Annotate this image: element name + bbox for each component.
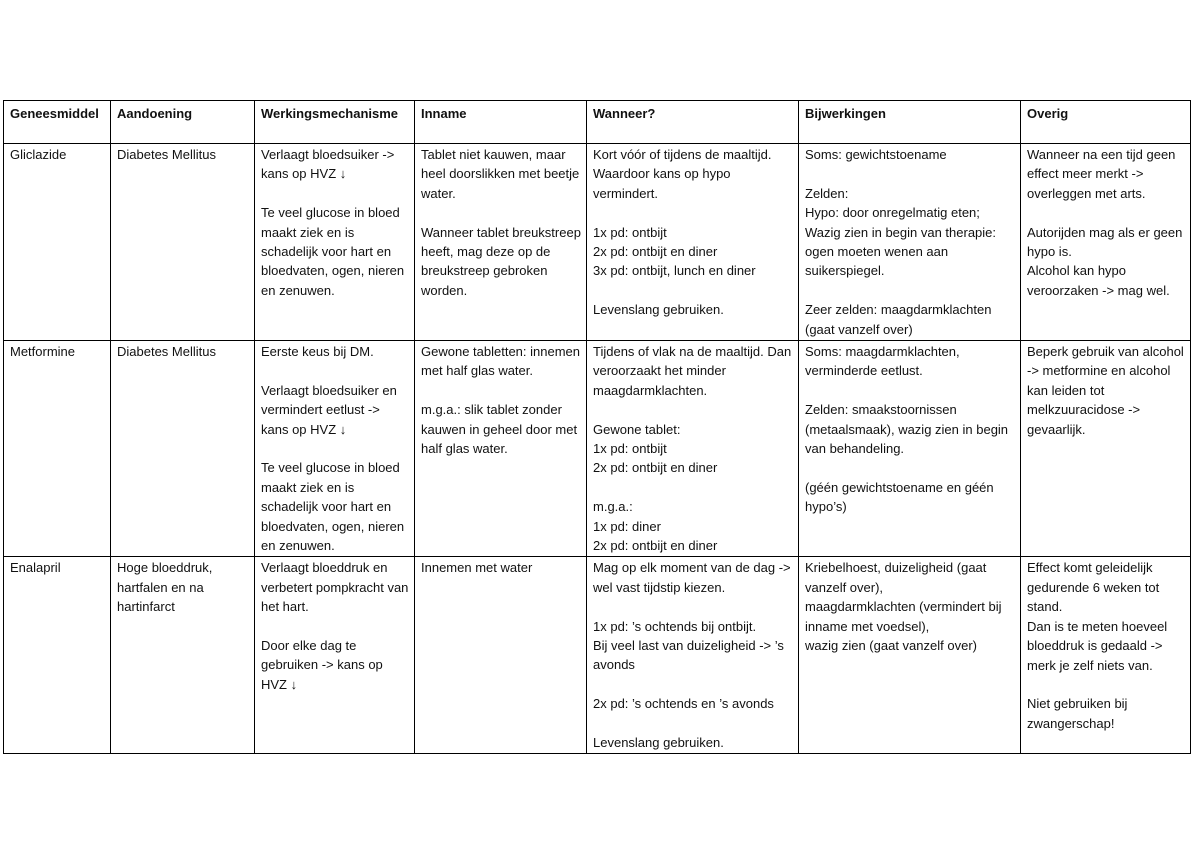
cell-text-line [421, 381, 582, 400]
cell-text-line [593, 203, 794, 222]
cell-text-line [593, 714, 794, 733]
cell-text-line [805, 164, 1016, 183]
cell-text-line: Innemen met water [421, 560, 533, 576]
drug-name-cell [4, 144, 111, 341]
cell-text-line [421, 203, 582, 222]
cell-text-line: m.g.a.: slik tablet zonder kauwen in geheel door met half glas water. [421, 402, 578, 457]
cell-text-line [593, 281, 794, 300]
cell-text-line: (géén gewichtstoename en géén hypo’s) [805, 479, 994, 515]
cell-text-line: Levenslang gebruiken. [593, 735, 724, 751]
cell-text-line: 2x pd: ontbijt en diner [593, 460, 718, 476]
cell-text-line: Metformine [10, 344, 76, 360]
medication-table [3, 100, 1191, 754]
cell-text-line [261, 439, 410, 458]
mechanism-cell [255, 557, 415, 754]
cell-text-line [805, 381, 1016, 400]
cell-text-line: Levenslang gebruiken. [593, 302, 724, 318]
table-row [4, 341, 1191, 557]
cell-text-line: wazig zien (gaat vanzelf over) [805, 638, 977, 654]
cell-text-line: Verlaagt bloedsuiker en vermindert eetlust -> kans op HVZ ↓ [261, 382, 397, 437]
cell-text-line: 1x pd: ’s ochtends bij ontbijt. [593, 618, 757, 634]
cell-text-line: Wazig zien in begin van therapie: ogen moeten wenen aan suikerspiegel. [805, 224, 997, 279]
cell-text-line [593, 675, 794, 694]
cell-text-line: Hypo: door onregelmatig eten; [805, 205, 980, 221]
cell-text-line: Diabetes Mellitus [117, 344, 216, 360]
cell-text-line: Verlaagt bloedsuiker -> kans op HVZ ↓ [261, 147, 395, 182]
column-header: Aandoening [111, 101, 255, 144]
table-row [4, 557, 1191, 754]
condition-cell [111, 341, 255, 557]
cell-text-line [261, 617, 410, 636]
mechanism-cell [255, 144, 415, 341]
intake-cell [415, 341, 587, 557]
cell-text-line: Dan is te meten hoeveel bloeddruk is gedaald -> merk je zelf niets van. [1027, 618, 1168, 673]
cell-text-line [593, 597, 794, 616]
cell-text-line: Bij veel last van duizeligheid -> ’s avonds [593, 638, 784, 673]
cell-text-line: Mag op elk moment van de dag -> wel vast tijdstip kiezen. [593, 560, 791, 595]
column-header: Werkingsmechanisme [255, 101, 415, 144]
cell-text-line: 3x pd: ontbijt, lunch en diner [593, 263, 756, 279]
cell-text-line [593, 478, 794, 497]
cell-text-line [1027, 675, 1186, 694]
cell-text-line: Verlaagt bloeddruk en verbetert pompkracht van het hart. [261, 560, 409, 615]
cell-text-line: maagdarmklachten (vermindert bij inname met voedsel), [805, 599, 1002, 634]
timing-cell [587, 144, 799, 341]
intake-cell [415, 557, 587, 754]
cell-text-line: Autorijden mag als er geen hypo is. [1027, 224, 1183, 260]
cell-text-line: Niet gebruiken bij zwangerschap! [1027, 696, 1128, 731]
cell-text-line: Tijdens of vlak na de maaltijd. Dan veroorzaakt het minder maagdarmklachten. [593, 344, 792, 398]
cell-text-line [593, 400, 794, 419]
side-effects-cell [799, 144, 1021, 341]
cell-text-line: Effect komt geleidelijk gedurende 6 weken tot stand. [1027, 560, 1160, 615]
cell-text-line: 1x pd: ontbijt [593, 441, 667, 457]
timing-cell [587, 557, 799, 754]
side-effects-cell [799, 557, 1021, 754]
table-header-row [4, 101, 1191, 144]
cell-text-line: Soms: maagdarmklachten, verminderde eetlust. [805, 344, 960, 379]
side-effects-cell [799, 341, 1021, 557]
table-row [4, 144, 1191, 341]
cell-text-line: Wanneer tablet breukstreep heeft, mag deze op de breukstreep gebroken worden. [421, 224, 581, 298]
cell-text-line: Gewone tablet: [593, 421, 681, 437]
column-header: Overig [1021, 101, 1191, 144]
cell-text-line [1027, 203, 1186, 222]
cell-text-line: m.g.a.: [593, 499, 633, 515]
cell-text-line: Kriebelhoest, duizeligheid (gaat vanzelf over), [805, 560, 987, 595]
cell-text-line: 2x pd: ontbijt en diner [593, 538, 718, 554]
cell-text-line: Te veel glucose in bloed maakt ziek en is schadelijk voor hart en bloedvaten, ogen, nieren en zenuwen. [261, 460, 405, 554]
column-header: Geneesmiddel [4, 101, 111, 144]
cell-text-line: Hoge bloeddruk, hartfalen en na hartinfarct [117, 560, 213, 615]
cell-text-line: Gewone tabletten: innemen met half glas water. [421, 344, 580, 379]
other-notes-cell [1021, 557, 1191, 754]
cell-text-line: Gliclazide [10, 147, 67, 162]
cell-text-line [805, 281, 1016, 300]
cell-text-line: 1x pd: ontbijt [593, 224, 667, 240]
other-notes-cell [1021, 144, 1191, 341]
cell-text-line: Eerste keus bij DM. [261, 344, 374, 360]
cell-text-line [261, 361, 410, 380]
cell-text-line: Zelden: [805, 185, 849, 201]
timing-cell [587, 341, 799, 557]
cell-text-line: 2x pd: ’s ochtends en ’s avonds [593, 696, 774, 712]
condition-cell [111, 557, 255, 754]
cell-text-line: Zelden: smaakstoornissen (metaalsmaak), wazig zien in begin van behandeling. [805, 402, 1009, 457]
column-header: Inname [415, 101, 587, 144]
cell-text-line: Soms: gewichtstoename [805, 147, 947, 162]
cell-text-line: Beperk gebruik van alcohol -> metformine en alcohol kan leiden tot melkzuuracidose -> gevaarlijk. [1027, 344, 1184, 437]
cell-text-line: Wanneer na een tijd geen effect meer merkt -> overleggen met arts. [1027, 147, 1176, 201]
cell-text-line: Kort vóór of tijdens de maaltijd. Waardoor kans op hypo vermindert. [593, 147, 772, 201]
cell-text-line: Alcohol kan hypo veroorzaken -> mag wel. [1027, 263, 1170, 298]
cell-text-line: Te veel glucose in bloed maakt ziek en is schadelijk voor hart en bloedvaten, ogen, nieren en zenuwen. [261, 205, 405, 298]
column-header: Wanneer? [587, 101, 799, 144]
other-notes-cell [1021, 341, 1191, 557]
mechanism-cell [255, 341, 415, 557]
cell-text-line: Enalapril [10, 560, 61, 576]
drug-name-cell [4, 557, 111, 754]
drug-name-cell [4, 341, 111, 557]
cell-text-line [805, 458, 1016, 477]
cell-text-line: Tablet niet kauwen, maar heel doorslikken met beetje water. [421, 147, 580, 201]
cell-text-line: Door elke dag te gebruiken -> kans op HVZ ↓ [261, 638, 383, 692]
cell-text-line: Zeer zelden: maagdarmklachten (gaat vanzelf over) [805, 302, 992, 337]
cell-text-line: 2x pd: ontbijt en diner [593, 244, 718, 260]
column-header: Bijwerkingen [799, 101, 1021, 144]
cell-text-line [261, 184, 410, 203]
intake-cell [415, 144, 587, 341]
condition-cell [111, 144, 255, 341]
cell-text-line: 1x pd: diner [593, 518, 661, 534]
cell-text-line: Diabetes Mellitus [117, 147, 216, 162]
